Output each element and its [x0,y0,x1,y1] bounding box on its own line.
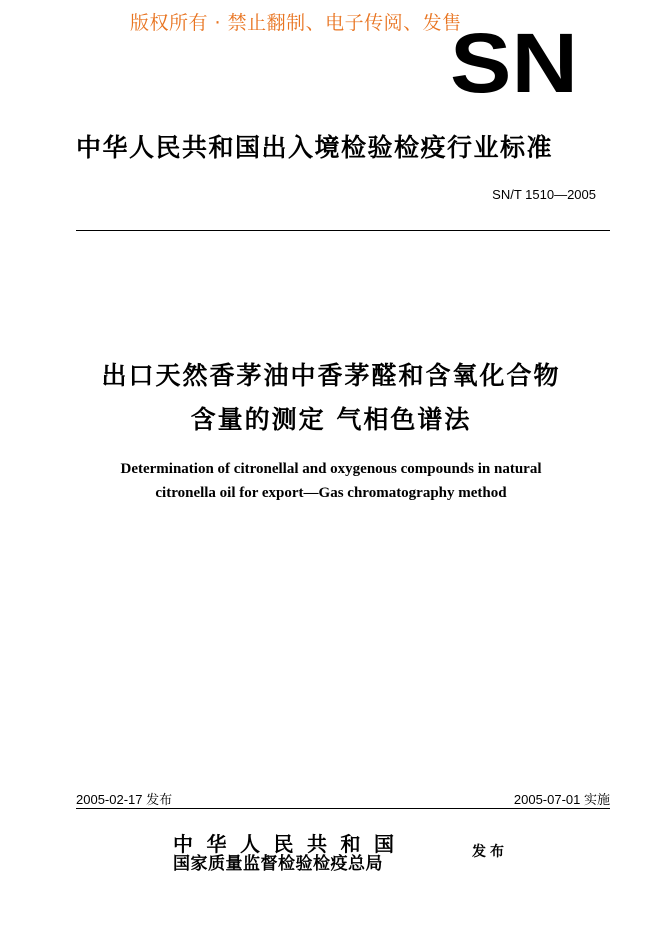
issuer-line2: 国家质量监督检验检疫总局 [173,854,383,874]
footer-divider [76,808,610,809]
standard-code: SN/T 1510—2005 [492,187,596,202]
header-divider [76,230,610,231]
sn-logo [448,30,580,96]
standard-title: 中华人民共和国出入境检验检疫行业标准 [76,133,554,162]
copyright-watermark: 版权所有 · 禁止翻制、电子传阅、发售 [130,12,462,34]
implement-date: 2005-07-01 实施 [513,792,610,807]
publish-label: 发布 [472,844,508,860]
title-en-line1: Determination of citronellal and oxygenous compounds in natural [120,461,542,477]
title-cn-line1: 出口天然香茅油中香茅醛和含氧化合物 [101,361,561,390]
title-cn-line2: 含量的测定 气相色谱法 [190,405,472,434]
issue-date: 2005-02-17 发布 [76,792,173,807]
title-en-line2: citronella oil for export—Gas chromatography method [155,485,507,501]
issuer-line1: 中华人民共和国 [173,832,408,856]
sn-logo-text: SN [450,30,578,96]
